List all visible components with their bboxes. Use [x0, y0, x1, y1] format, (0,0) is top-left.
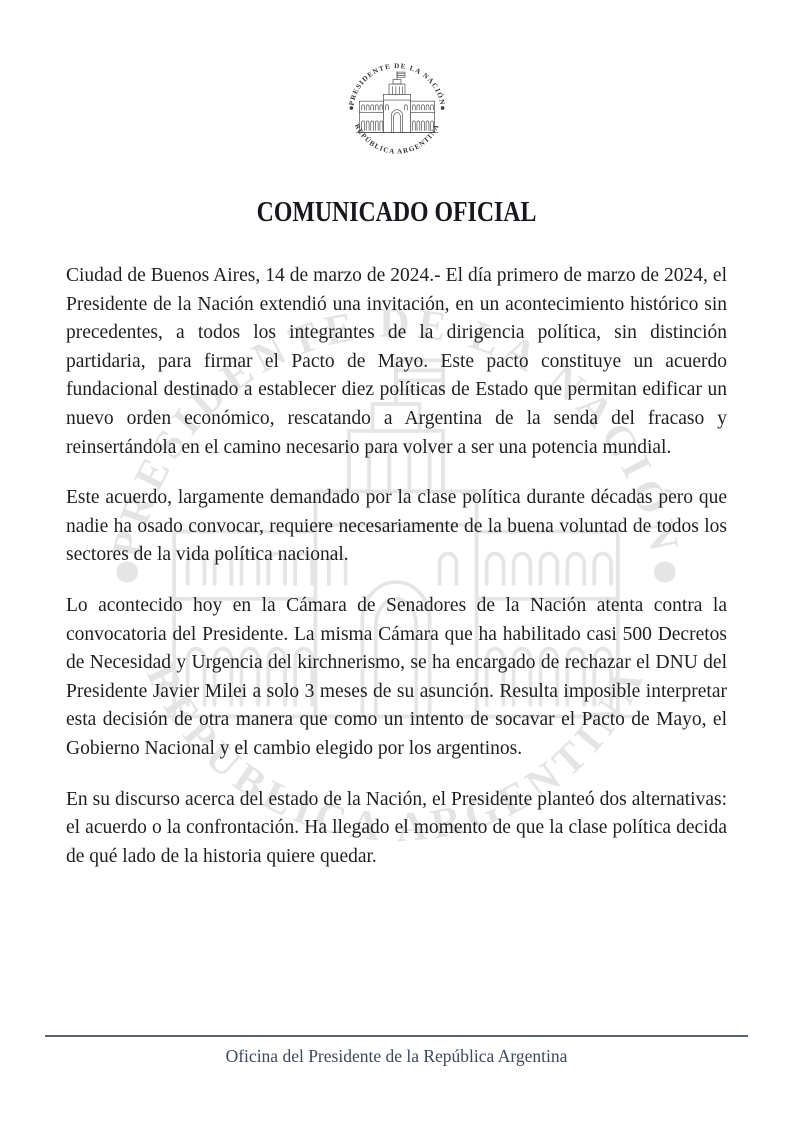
page-title: COMUNICADO OFICIAL — [256, 197, 537, 228]
paragraph: Ciudad de Buenos Aires, 14 de marzo de 2024.- El día primero de marzo de 2024, el Presidente de la Nación extendió una invitación, en un acontecimiento histórico sin precedentes, a todos los integrantes de la dirigencia política, sin distinción partidaria, para firmar el Pacto de Mayo. Este pacto constituye un acuerdo fundacional destinado a establecer diez políticas de Estado que permitan edificar un nuevo orden económico, rescatando a Argentina de la senda del fracaso y reinsertándola en el camino necesario para volver a ser una potencia mundial. — [66, 265, 727, 458]
presidential-seal-svg — [340, 51, 454, 165]
paragraph: Lo acontecido hoy en la Cámara de Senadores de la Nación atenta contra la convocatoria del Presidente. La misma Cámara que ha habilitado casi 500 Decretos de Necesidad y Urgencia del kirchnerismo, se ha encargado de rechazar el DNU del Presidente Javier Milei a solo 3 meses de su asunción. Resulta imposible interpretar esta decisión de otra manera que como un intento de socavar el Pacto de Mayo, el Gobierno Nacional y el cambio elegido por los argentinos. — [66, 594, 727, 759]
document-body — [66, 262, 727, 871]
footer-divider — [45, 1035, 748, 1037]
paragraph: En su discurso acerca del estado de la Nación, el Presidente planteó dos alternativas: el acuerdo o la confrontación. Ha llegado el momento de que la clase política decida de qué lado de la historia quiere quedar. — [66, 788, 727, 867]
document-content — [0, 51, 793, 871]
presidential-seal-icon — [340, 51, 454, 165]
paragraph: Este acuerdo, largamente demandado por la clase política durante décadas pero que nadie ha osado convocar, requiere necesariamente de la buena voluntad de todos los sectores de la vida política nacional. — [66, 487, 727, 566]
footer-text: Oficina del Presidente de la República Argentina — [225, 1046, 568, 1066]
